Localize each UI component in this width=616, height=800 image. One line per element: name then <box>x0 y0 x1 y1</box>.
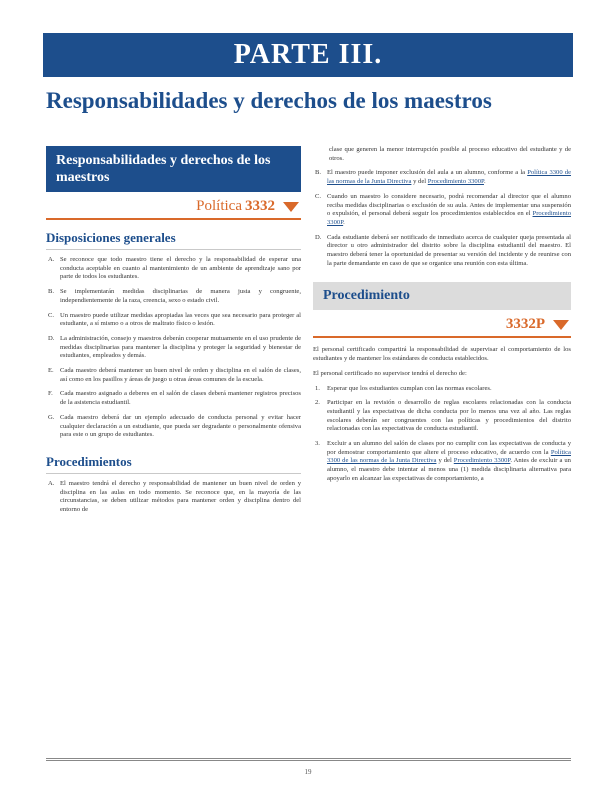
item-letter: D. <box>48 334 55 342</box>
item-letter: E. <box>48 367 54 375</box>
item-text <box>60 335 301 361</box>
item-text <box>327 385 571 394</box>
item-letter: A. <box>48 256 55 263</box>
footer-rule <box>46 758 571 761</box>
procedures-list <box>46 480 301 515</box>
policy-number: 3332 <box>245 198 275 214</box>
list-item <box>313 234 571 269</box>
list-item <box>313 193 571 228</box>
item-text-segment: Excluir a un alumno del salón de clases por no cumplir con las expectativas de conducta y por demostrar comportamiento que altere el proceso educativo, de acuerdo con la <box>327 440 571 456</box>
right-column <box>313 146 571 484</box>
procedure-box-title: Procedimiento <box>313 282 571 310</box>
item-text <box>327 399 571 434</box>
item-letter: D. <box>315 233 322 241</box>
item-text <box>60 312 301 329</box>
right-list <box>313 169 571 268</box>
item-text-segment: Cada maestro deberá dar un ejemplo adecuado de conducta personal y evitar hacer cualquier declaración a un estudiante, que pueda ser degradante o personalmente ofensiva para este o un grupo de estudiantes. <box>60 413 301 439</box>
item-text-segment: . <box>483 178 486 186</box>
item-text-segment: Cada maestro deberá mantener un buen nivel de orden y disciplina en el salón de clases, así como en los pasillos y áreas de juego u otras áreas comunes de la escuela. <box>60 367 301 383</box>
item-text-segment: Participar en la revisión o desarrollo de reglas escolares relacionadas con la conducta estudiantil y las expectativas de dicha conducta por lo menos una vez al año. Las reglas escolares deberán ser congruentes con las políticas y procedimientos del distrito relacionadas con las expectativas de conducta estudiantil. <box>327 399 571 433</box>
item-text-segment: Cuando un maestro lo considere necesario, podrá recomendar al director que el alumno reciba medidas disciplinarias o exclusión de su aula. Antes de implementar una suspensión o expulsión, el personal deberá seguir los procedimientos establecidos en el <box>327 192 571 218</box>
item-letter: A. <box>48 479 55 487</box>
item-letter: 3. <box>315 440 320 448</box>
policy-link[interactable]: Procedimiento 3300P <box>327 210 571 226</box>
item-text-segment: Un maestro puede utilizar medidas apropiadas las veces que sea necesario para proteger al estudiante, a sí mismo o a otros de maltrato físico o lesión. <box>60 311 301 328</box>
item-text <box>327 193 571 228</box>
item-text-segment: . Antes de excluir a un alumno, el maestro debe intentar al menos una (1) medida disciplinaria alternativa para apoyarlo en alcanzar las expectativas de comportamiento, a <box>327 457 571 482</box>
item-text-segment: El maestro puede imponer exclusión del aula a un alumno, conforme a la <box>327 169 528 177</box>
item-text <box>327 440 571 484</box>
item-text <box>60 480 301 515</box>
item-text-segment: La administración, consejo y maestros deberán cooperar mutuamente en el uso prudente de medidas disciplinarias para mantener la disciplina y proteger la seguridad y bienestar de estudiantes, empleados y demás. <box>60 334 301 360</box>
list-item <box>46 367 301 384</box>
list-item <box>46 312 301 329</box>
item-text-segment: y del <box>411 178 428 186</box>
list-item <box>46 288 301 305</box>
triangle-down-icon <box>283 202 299 212</box>
item-letter: 2. <box>315 399 320 407</box>
procedure-paragraph-1: El personal certificado compartirá la responsabilidad de supervisar el comportamiento de los estudiantes y de mantener los estándares de conducta establecidos. <box>313 346 571 363</box>
left-column <box>46 146 301 515</box>
procedure-policy-header <box>313 310 571 338</box>
item-text <box>60 414 301 440</box>
policy-header <box>46 192 301 220</box>
list-item <box>46 390 301 407</box>
item-text <box>60 390 301 407</box>
section-box-title: Responsabilidades y derechos de los maestros <box>46 146 301 192</box>
policy-link[interactable]: Política 3300 de las normas de la Junta Directiva <box>327 169 571 186</box>
list-item <box>46 414 301 440</box>
item-text-segment: Cada estudiante deberá ser notificado de inmediato acerca de cualquier queja presentada al director u otro administrador del distrito sobre la disciplina estudiantil del maestro. El maestro deberá tener la oportunidad de presentar su versión del incidente y de reunirse con la parte demandante en caso de que se organice una reunión con esta última. <box>327 233 571 267</box>
item-text-segment: y del <box>436 457 454 465</box>
item-letter: 1. <box>315 384 320 392</box>
triangle-down-icon <box>553 320 569 330</box>
page-number: 19 <box>304 768 312 776</box>
list-item <box>46 480 301 515</box>
item-text-segment: Se reconoce que todo maestro tiene el derecho y la responsabilidad de esperar una conducta aceptable en cuanto al mantenimiento de un ambiente de aprendizaje sano por parte de todos los estudiantes. <box>60 256 301 281</box>
procedure-policy-number: 3332P <box>505 316 545 333</box>
list-item <box>46 256 301 282</box>
item-text-segment: Cada maestro asignado a deberes en el salón de clases deberá mantener registros precisos de la asistencia estudiantil. <box>60 390 301 407</box>
item-letter: G. <box>48 413 55 421</box>
continued-text: clase que generen la menor interrupción posible al proceso educativo del estudiante y de otros. <box>329 146 571 162</box>
list-item <box>46 335 301 361</box>
policy-label: Política <box>196 198 242 214</box>
policy-link[interactable]: Procedimiento 3300P <box>427 178 484 186</box>
item-letter: C. <box>48 311 55 319</box>
item-letter: B. <box>48 288 55 296</box>
item-text-segment: Esperar que los estudiantes cumplan con las normas escolares. <box>327 384 492 392</box>
item-letter: F. <box>48 390 53 398</box>
page-title: Responsabilidades y derechos de los maestros <box>46 88 492 113</box>
item-text <box>60 367 301 384</box>
item-text-segment: Se implementarán medidas disciplinarias de manera justa y congruente, independientemente de la raza, creencia, sexo o estado civil. <box>60 288 301 304</box>
item-letter: C. <box>315 192 322 200</box>
item-text-segment: . <box>343 218 345 226</box>
item-text-segment: El maestro tendrá el derecho y responsabilidad de mantener un buen nivel de orden y disciplina en las aulas en todo momento. Se reconoce que, en la mayoría de las circunstancias, se deben utilizar métodos para mantener orden y disciplina dentro del entorno de <box>60 479 301 514</box>
list-item <box>313 399 571 434</box>
general-list <box>46 256 301 440</box>
list-item <box>313 169 571 186</box>
list-item <box>313 440 571 484</box>
rights-list <box>313 385 571 484</box>
part-banner: PARTE III. <box>43 33 573 77</box>
section-heading-procedures: Procedimientos <box>46 454 301 474</box>
item-text <box>327 169 571 186</box>
section-heading-general: Disposiciones generales <box>46 230 301 250</box>
item-text <box>60 288 301 305</box>
procedure-paragraph-2: El personal certificado no supervisor tendrá el derecho de: <box>313 369 467 377</box>
item-letter: B. <box>315 169 322 177</box>
list-item <box>313 385 571 394</box>
item-text <box>60 256 301 282</box>
policy-link[interactable]: Política 3300 de las normas de la Junta Directiva <box>327 448 571 465</box>
item-text <box>327 234 571 269</box>
policy-link[interactable]: Procedimiento 3300P <box>453 457 511 465</box>
